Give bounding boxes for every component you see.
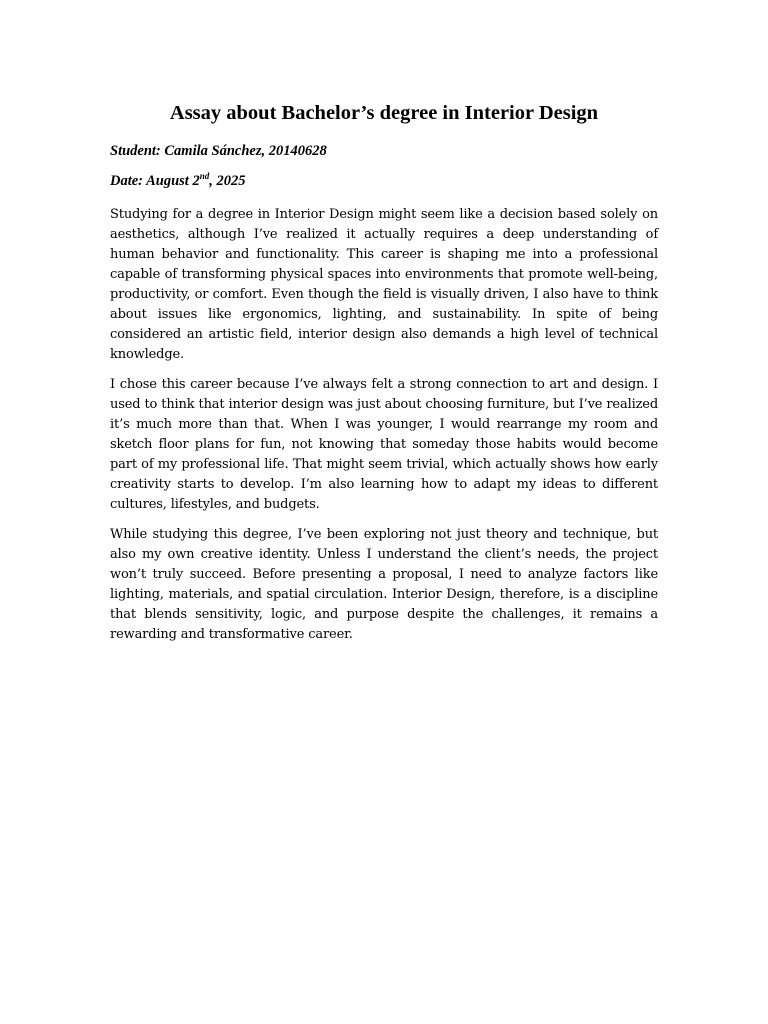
document-title: Assay about Bachelor’s degree in Interior Design — [169, 102, 599, 124]
paragraph-2: I chose this career because I’ve always felt a strong connection to art and design. I used to think that interior design was just about choosing furniture, but I’ve realized it’s much more than that. When I was younger, I would rearrange my room and sketch floor plans for fun, not knowing that someday those habits would become part of my professional life. That might seem trivial, which actually shows how early creativity starts to develop. I’m also learning how to adapt my ideas to different cultures, lifestyles, and budgets. — [110, 377, 658, 512]
student-line: Student: Camila Sánchez, 20140628 — [110, 143, 327, 159]
essay-body — [110, 205, 658, 655]
date-suffix: , 2025 — [209, 173, 246, 189]
date-prefix: Date: August 2 — [110, 173, 200, 189]
date-line — [110, 171, 245, 191]
date-ordinal-superscript: nd — [199, 171, 210, 181]
paragraph-1: Studying for a degree in Interior Design might seem like a decision based solely on aesthetics, although I’ve realized it actually requires a deep understanding of human behavior and functionality. This career is shaping me into a professional capable of transforming physical spaces into environments that promote well-being, productivity, or comfort. Even though the field is visually driven, I also have to think about issues like ergonomics, lighting, and sustainability. In spite of being considered an artistic field, interior design also demands a high level of technical knowledge. — [110, 207, 658, 362]
paragraph-3: While studying this degree, I’ve been exploring not just theory and technique, but also my own creative identity. Unless I understand the client’s needs, the project won’t truly succeed. Before presenting a proposal, I need to analyze factors like lighting, materials, and spatial circulation. Interior Design, therefore, is a discipline that blends sensitivity, logic, and purpose despite the challenges, it remains a rewarding and transformative career. — [110, 527, 658, 642]
